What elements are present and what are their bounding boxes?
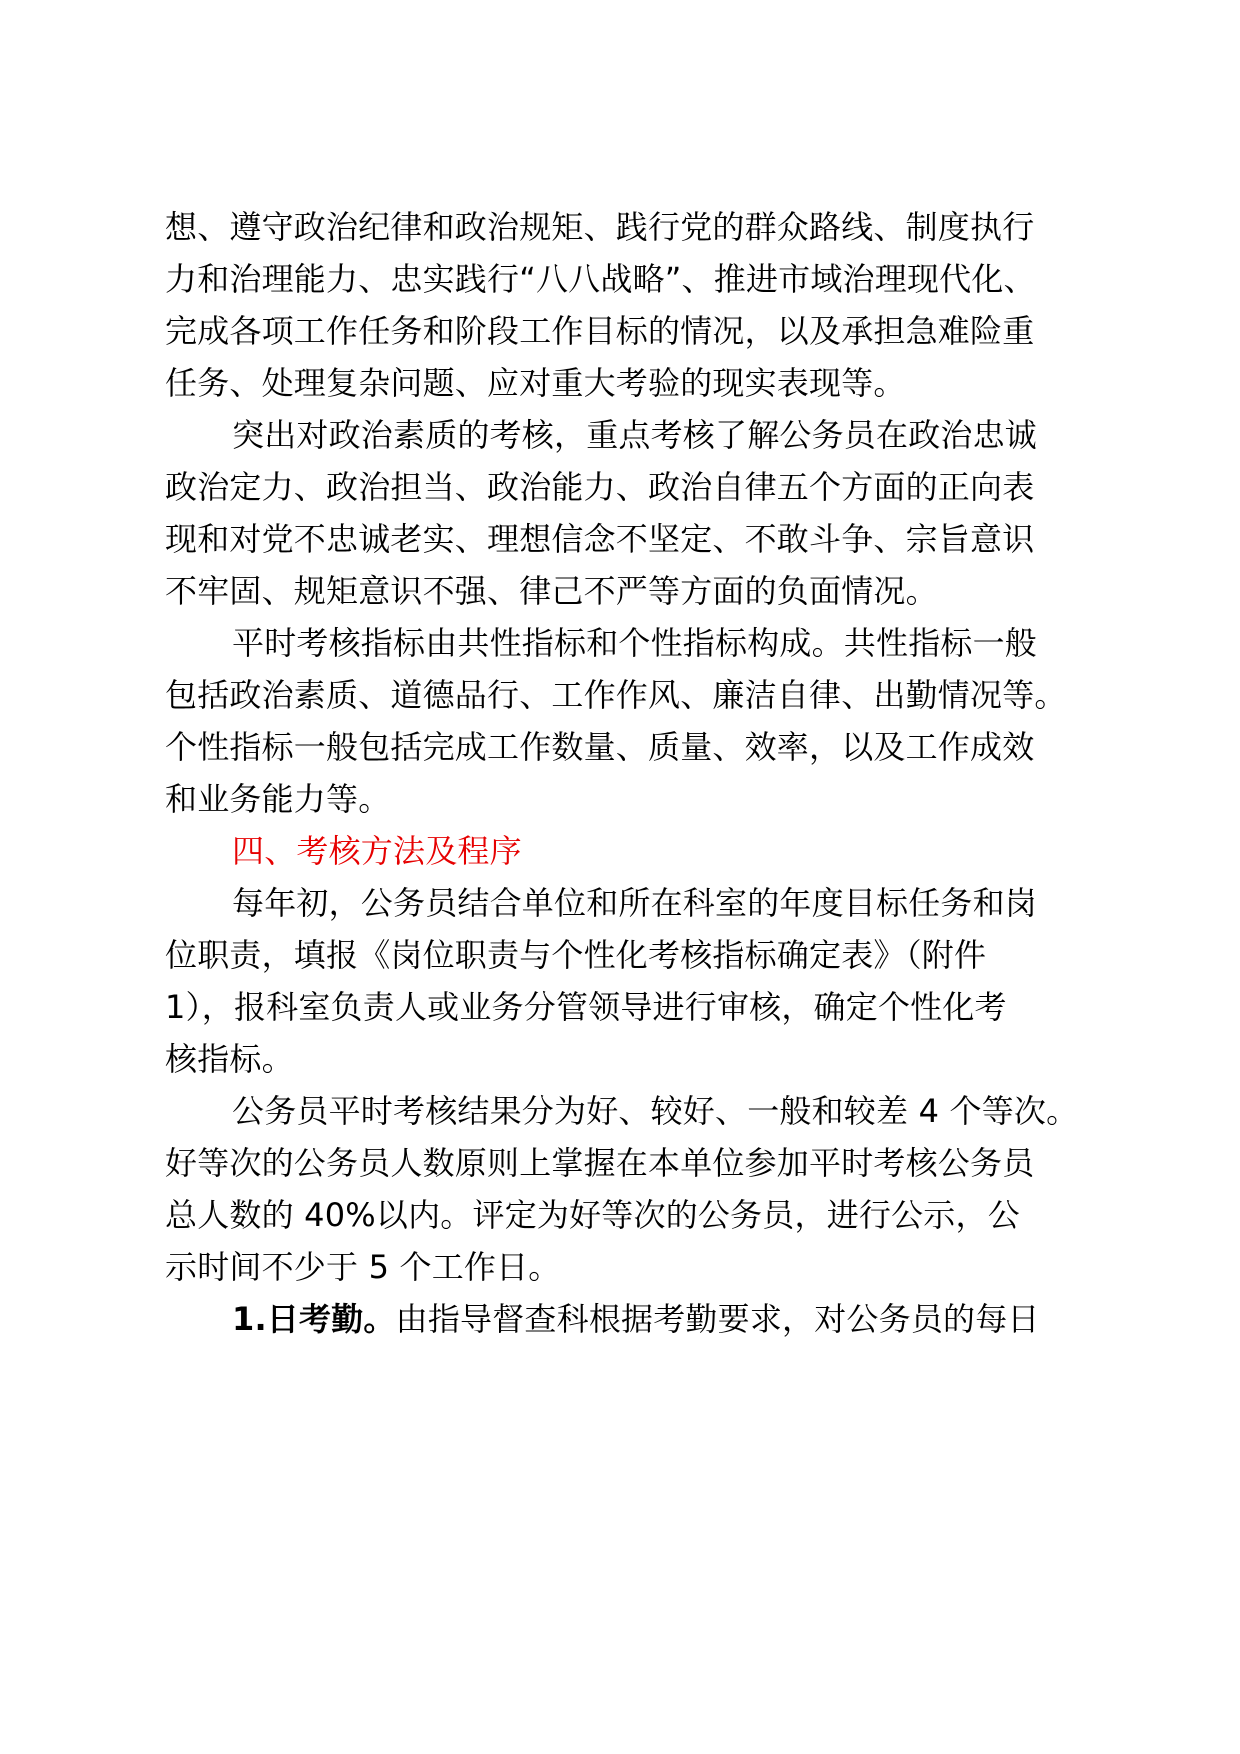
text-line: 想、遵守政治纪律和政治规矩、践行党的群众路线、制度执行: [165, 208, 1035, 246]
paragraph-start: 平时考核指标由共性指标和个性指标构成。共性指标一般: [232, 624, 1038, 662]
text-line: 核指标。: [165, 1040, 294, 1078]
text-line: 和业务能力等。: [165, 780, 391, 818]
paragraph-start: 突出对政治素质的考核，重点考核了解公务员在政治忠诚: [232, 416, 1038, 454]
text-line: 位职责，填报《岗位职责与个性化考核指标确定表》（附件: [165, 936, 987, 974]
text-line: 任务、处理复杂问题、应对重大考验的现实表现等。: [165, 364, 906, 402]
subsection-heading: 1.日考勤。: [232, 1300, 396, 1338]
text-line: 个性指标一般包括完成工作数量、质量、效率，以及工作成效: [165, 728, 1035, 766]
text-run: 由指导督查科根据考勤要求，对公务员的每日: [395, 1300, 1040, 1338]
text-line: 政治定力、政治担当、政治能力、政治自律五个方面的正向表: [165, 468, 1035, 506]
text-line: 不牢固、规矩意识不强、律己不严等方面的负面情况。: [165, 572, 938, 610]
text-line: 现和对党不忠诚老实、理想信念不坚定、不敢斗争、宗旨意识: [165, 520, 1035, 558]
text-line: 包括政治素质、道德品行、工作作风、廉洁自律、出勤情况等。: [165, 676, 1067, 714]
paragraph-start: 公务员平时考核结果分为好、较好、一般和较差 4 个等次。: [232, 1092, 1079, 1130]
text-line: 1），报科室负责人或业务分管领导进行审核，确定个性化考: [165, 988, 1007, 1026]
text-line: 力和治理能力、忠实践行“八八战略”、推进市域治理现代化、: [165, 260, 1036, 298]
paragraph-start: 每年初，公务员结合单位和所在科室的年度目标任务和岗: [232, 884, 1038, 922]
text-line: 示时间不少于 5 个工作日。: [165, 1248, 561, 1286]
text-line: 好等次的公务员人数原则上掌握在本单位参加平时考核公务员: [165, 1144, 1035, 1182]
text-line: 完成各项工作任务和阶段工作目标的情况，以及承担急难险重: [165, 312, 1035, 350]
text-line: 总人数的 40%以内。评定为好等次的公务员，进行公示，公: [165, 1196, 1020, 1234]
section-heading: 四、考核方法及程序: [232, 832, 522, 870]
paragraph-start: [232, 1294, 1040, 1344]
